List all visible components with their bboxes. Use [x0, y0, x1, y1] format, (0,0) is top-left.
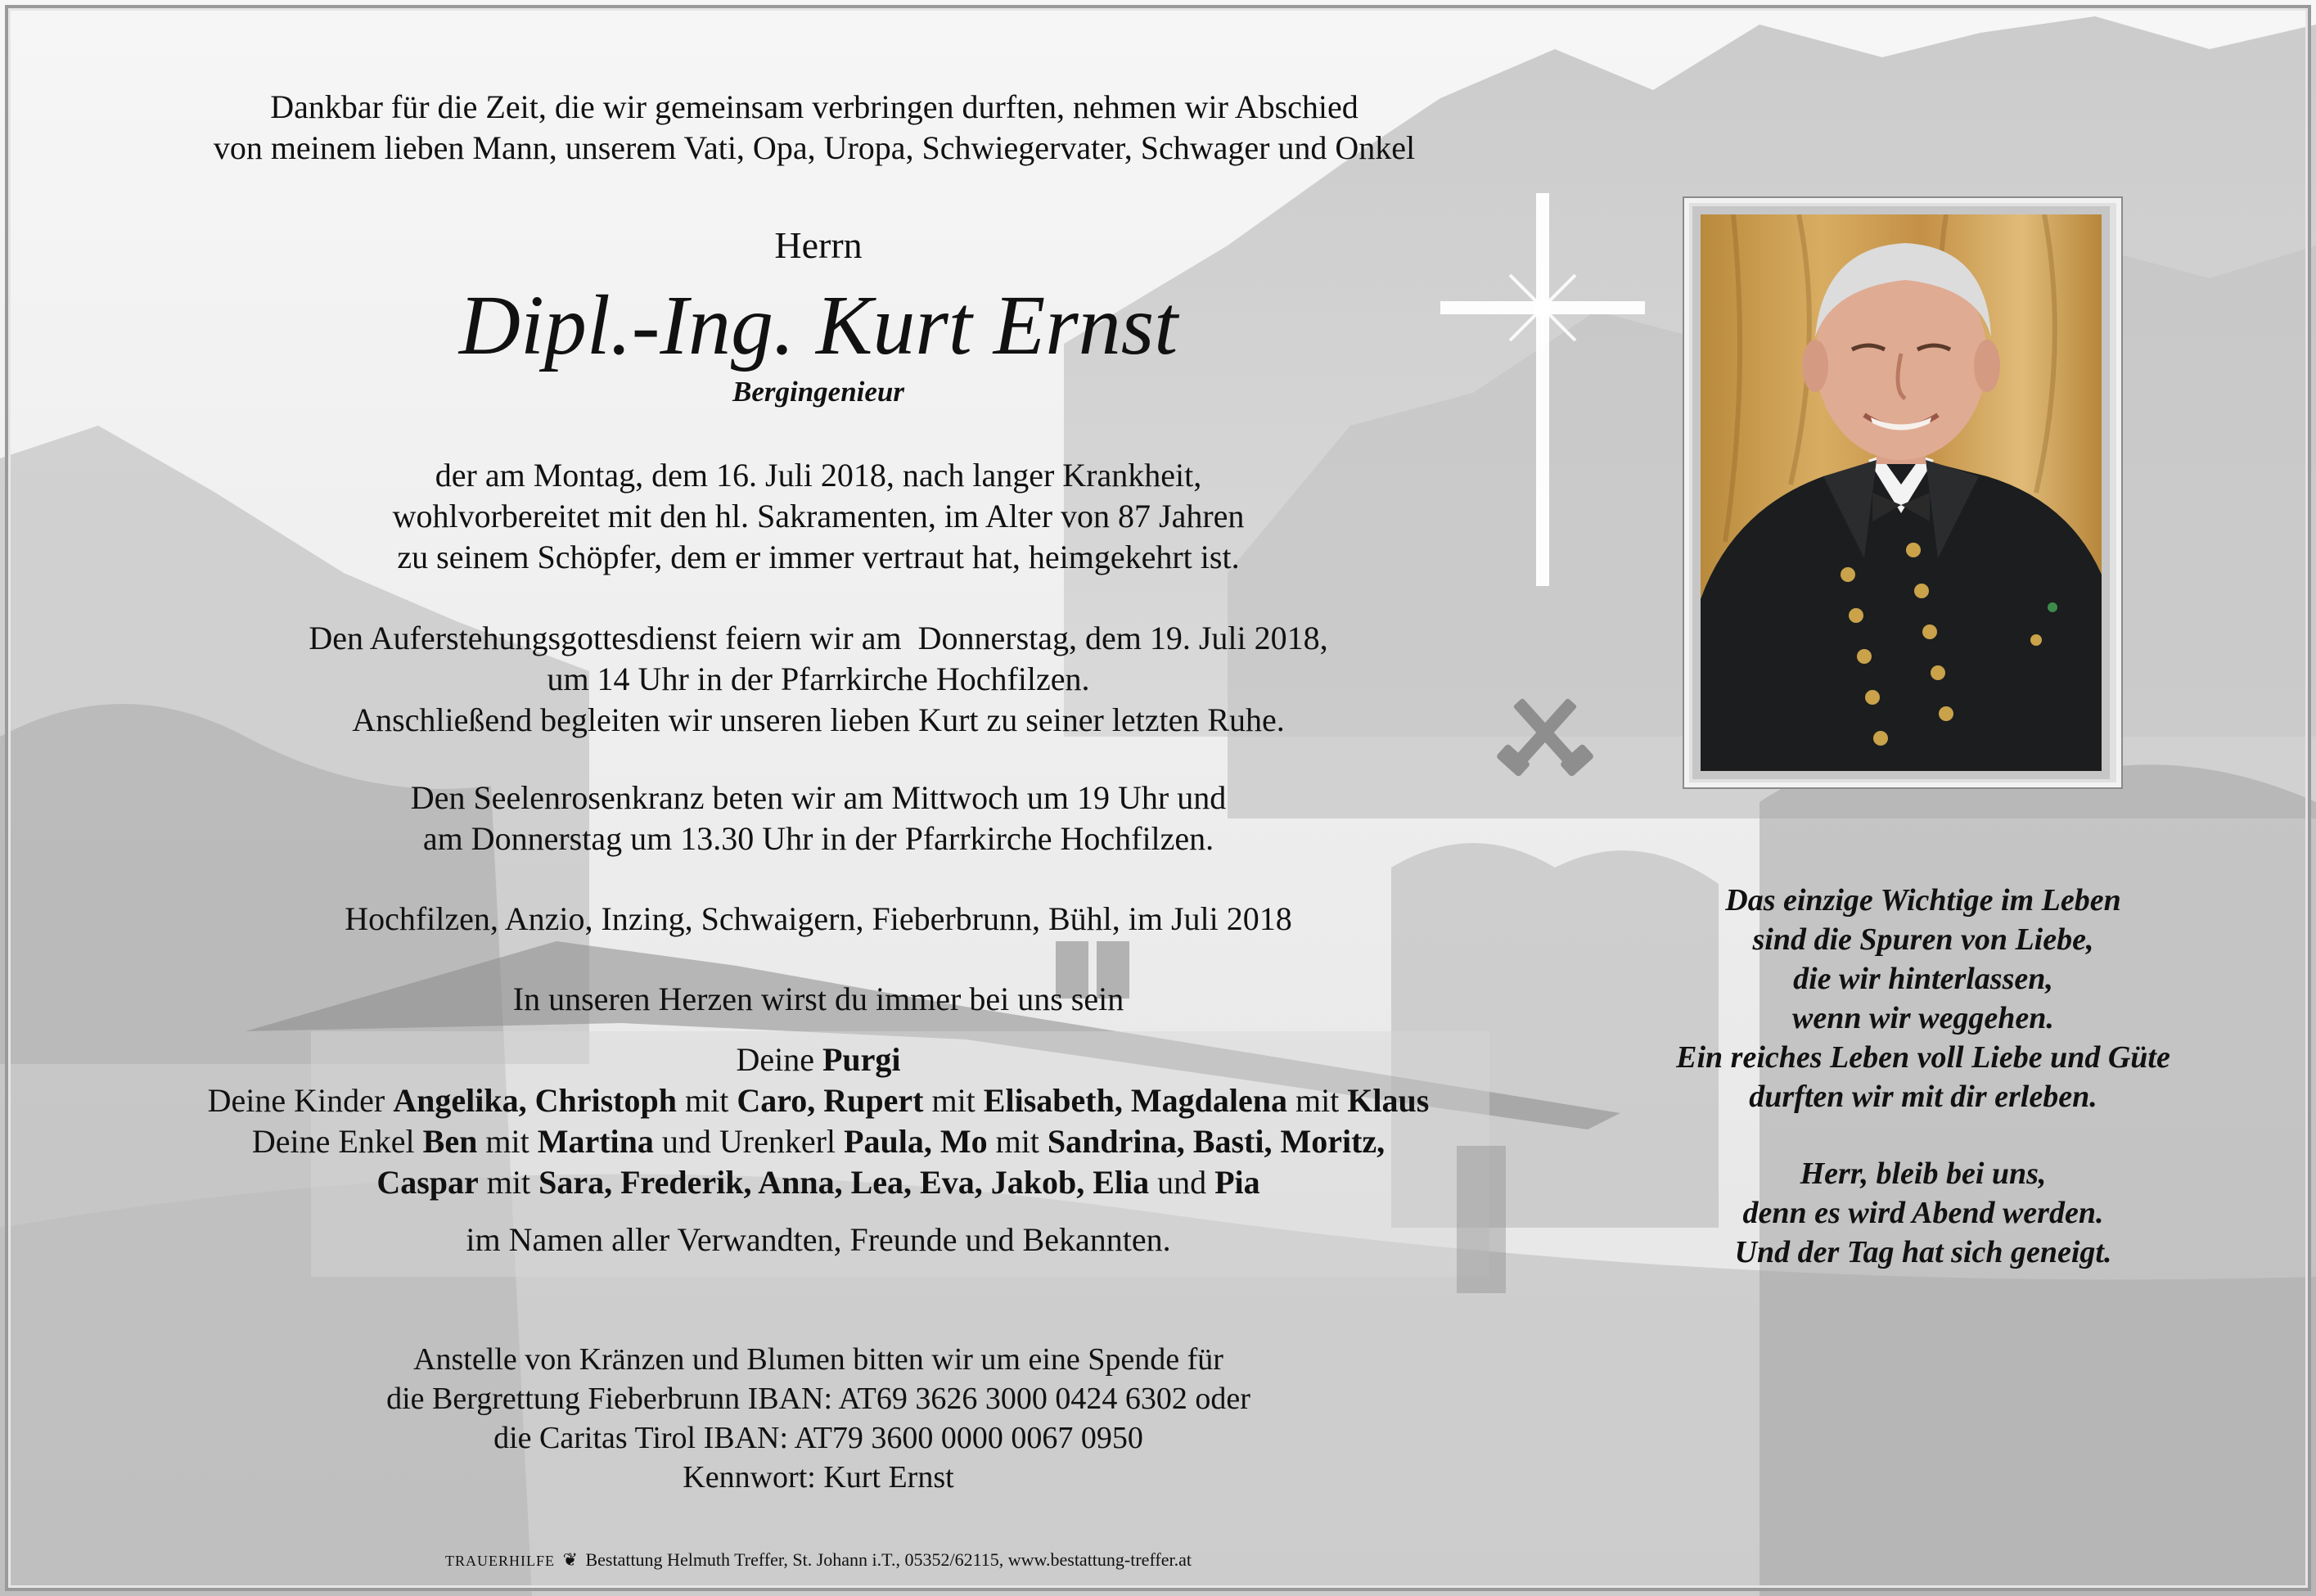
- service-line: Den Auferstehungsgottesdienst feiern wir am Donnerstag, dem 19. Juli 2018,: [309, 620, 1328, 656]
- family-name: Sara, Frederik, Anna, Lea, Eva, Jakob, Elia: [538, 1164, 1150, 1201]
- places-date: Hochfilzen, Anzio, Inzing, Schwaigern, Fieberbrunn, Bühl, im Juli 2018: [345, 900, 1292, 937]
- family-sep: und Urenkerl: [661, 1123, 836, 1160]
- family-name: Christoph: [534, 1082, 677, 1119]
- quote-line: die wir hinterlassen,: [1793, 962, 2053, 996]
- rosary-line: Den Seelenrosenkranz beten wir am Mittwoch um 19 Uhr und: [410, 779, 1227, 816]
- family-sep: mit: [684, 1082, 729, 1119]
- service-info: [106, 618, 1530, 741]
- family-sep: mit: [485, 1123, 529, 1160]
- family-sep: mit: [1295, 1082, 1340, 1119]
- family-sep: und: [1157, 1164, 1207, 1201]
- donation-info: [106, 1340, 1530, 1497]
- family-prefix: Deine: [736, 1041, 814, 1078]
- family-name: Klaus: [1347, 1082, 1430, 1119]
- family-sep: mit: [486, 1164, 531, 1201]
- quote-line: sind die Spuren von Liebe,: [1752, 922, 2094, 957]
- salutation: Herrn: [774, 224, 863, 266]
- family-name: Martina: [537, 1123, 654, 1160]
- quote-life: [1588, 881, 2259, 1116]
- family-name: Elisabeth, Magdalena: [983, 1082, 1287, 1119]
- family-sep: mit: [995, 1123, 1039, 1160]
- quote-line: Herr, bleib bei uns,: [1800, 1156, 2047, 1191]
- family-sep: mit: [931, 1082, 976, 1119]
- family-name: Angelika,: [393, 1082, 527, 1119]
- death-notice: [106, 455, 1530, 578]
- family-name: Sandrina, Basti, Moritz,: [1047, 1123, 1386, 1160]
- portrait-photo: [1701, 214, 2102, 771]
- on-behalf-of: im Namen aller Verwandten, Freunde und Bekannten.: [466, 1221, 1171, 1258]
- death-notice-line: der am Montag, dem 16. Juli 2018, nach langer Krankheit,: [435, 457, 1202, 494]
- intro-line: von meinem lieben Mann, unserem Vati, Opa, Uropa, Schwiegervater, Schwager und Onkel: [213, 129, 1416, 166]
- family-enkel-line-2: [82, 1162, 1555, 1203]
- death-notice-line: zu seinem Schöpfer, dem er immer vertraut hat, heimgekehrt ist.: [397, 539, 1240, 575]
- family-list: [82, 1039, 1555, 1203]
- death-notice-line: wohlvorbereitet mit den hl. Sakramenten, im Alter von 87 Jahren: [392, 498, 1245, 534]
- quote-prayer: [1588, 1154, 2259, 1272]
- family-kinder-line: [82, 1080, 1555, 1121]
- portrait-illustration: [1701, 214, 2102, 771]
- family-name: Ben: [422, 1123, 478, 1160]
- footer-brand: TRAUERHILFE: [445, 1553, 556, 1569]
- quote-line: Das einzige Wichtige im Leben: [1725, 883, 2121, 917]
- service-line: um 14 Uhr in der Pfarrkirche Hochfilzen.: [547, 660, 1090, 697]
- deceased-name: Dipl.-Ing. Kurt Ernst: [458, 278, 1178, 372]
- family-prefix: Deine Kinder: [207, 1082, 385, 1119]
- donation-line: die Caritas Tirol IBAN: AT79 3600 0000 0067 0950: [493, 1421, 1143, 1455]
- family-name: Caro, Rupert: [737, 1082, 924, 1119]
- quote-line: durften wir mit dir erleben.: [1749, 1080, 2097, 1114]
- family-name: Paula, Mo: [844, 1123, 988, 1160]
- footer-credit: [360, 1549, 1277, 1572]
- in-our-hearts: In unseren Herzen wirst du immer bei uns sein: [512, 981, 1124, 1017]
- portrait-frame: [1683, 196, 2123, 789]
- donation-line: Kennwort: Kurt Ernst: [683, 1460, 954, 1495]
- family-name: Pia: [1214, 1164, 1260, 1201]
- family-name: Caspar: [376, 1164, 479, 1201]
- quote-line: wenn wir weggehen.: [1792, 1001, 2054, 1035]
- family-enkel-line: [82, 1121, 1555, 1162]
- service-line: Anschließend begleiten wir unseren lieben Kurt zu seiner letzten Ruhe.: [352, 701, 1285, 738]
- family-name: Purgi: [822, 1041, 901, 1078]
- rosary-line: am Donnerstag um 13.30 Uhr in der Pfarrkirche Hochfilzen.: [422, 820, 1214, 857]
- rosary-info: [106, 778, 1530, 859]
- quote-line: denn es wird Abend werden.: [1742, 1196, 2104, 1230]
- footer-text: Bestattung Helmuth Treffer, St. Johann i.T., 05352/62115, www.bestattung-treffer.at: [585, 1549, 1192, 1570]
- family-prefix: Deine Enkel: [251, 1123, 415, 1160]
- donation-line: Anstelle von Kränzen und Blumen bitten wir um eine Spende für: [413, 1342, 1223, 1377]
- occupation: Bergingenieur: [732, 376, 905, 408]
- donation-line: die Bergrettung Fieberbrunn IBAN: AT69 3626 3000 0424 6302 oder: [386, 1382, 1250, 1416]
- feather-icon: ❦: [562, 1549, 578, 1570]
- quote-line: Ein reiches Leben voll Liebe und Güte: [1676, 1040, 2170, 1075]
- intro-text: [98, 87, 1530, 169]
- family-wife-line: [82, 1039, 1555, 1080]
- quote-line: Und der Tag hat sich geneigt.: [1734, 1235, 2112, 1269]
- intro-line: Dankbar für die Zeit, die wir gemeinsam verbringen durften, nehmen wir Abschied: [270, 88, 1359, 125]
